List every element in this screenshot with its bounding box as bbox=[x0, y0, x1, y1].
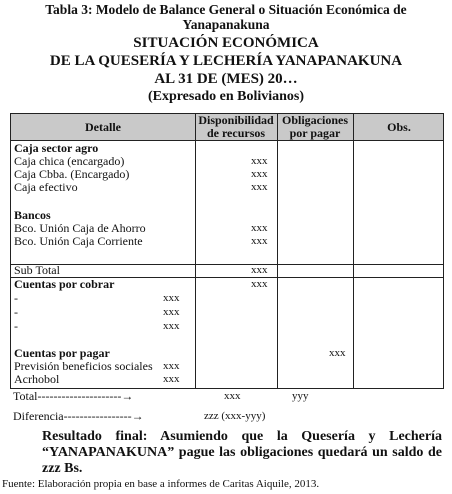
column-divider bbox=[195, 114, 196, 388]
table-caption bbox=[0, 2, 452, 32]
header-obs-label: Obs. bbox=[387, 119, 411, 134]
table-row-value: xxx bbox=[163, 306, 180, 318]
table-row-value: xxx bbox=[251, 168, 268, 180]
report-date: AL 31 DE (MES) 20… bbox=[154, 71, 298, 87]
section-bancos-title: Bancos bbox=[14, 208, 51, 222]
total-obligaciones: yyy bbox=[292, 390, 309, 402]
subtotal-divider-top bbox=[11, 264, 443, 265]
table-row-value: xxx bbox=[163, 373, 180, 385]
table-row-value: xxx bbox=[163, 292, 180, 304]
result-text: Resultado final: Asumiendo que la Quesería y Lechería “YANAPANAKUNA” pague las obligaciones quedará un saldo de zzz Bs. bbox=[42, 429, 442, 476]
header-obligaciones-line2: por pagar bbox=[289, 126, 341, 140]
section-caja-title: Caja sector agro bbox=[14, 141, 99, 155]
subtotal-label: Sub Total bbox=[14, 263, 60, 277]
header-disponibilidad-line1: Disponibilidad bbox=[198, 113, 274, 127]
section-pagar-title: Cuentas por pagar bbox=[14, 346, 110, 360]
table-row-label: Bco. Unión Caja de Ahorro bbox=[14, 221, 146, 235]
header-obs bbox=[353, 114, 445, 140]
section-pagar-value: xxx bbox=[329, 347, 346, 359]
table-row-value: xxx bbox=[251, 235, 268, 247]
table-row-label: - bbox=[14, 319, 18, 333]
table-row-value: xxx bbox=[251, 181, 268, 193]
source-note: Fuente: Elaboración propia en base a informes de Caritas Aiquile, 2013. bbox=[2, 478, 320, 490]
header-obligaciones-line1: Obligaciones bbox=[281, 113, 348, 127]
table-row-label: - bbox=[14, 305, 18, 319]
table-row-label: Previsión beneficios sociales bbox=[14, 359, 153, 373]
table-row-label: Caja efectivo bbox=[14, 180, 78, 194]
report-entity: DE LA QUESERÍA Y LECHERÍA YANAPANAKUNA bbox=[49, 53, 403, 69]
column-divider bbox=[277, 114, 278, 388]
total-recursos: xxx bbox=[224, 390, 241, 402]
section-cobrar-title: Cuentas por cobrar bbox=[14, 277, 115, 291]
header-disponibilidad-line2: de recursos bbox=[206, 126, 266, 140]
header-disponibilidad bbox=[195, 114, 277, 140]
total-label: Total---------------------→ bbox=[13, 389, 134, 403]
header-detalle bbox=[11, 114, 195, 140]
table-row-label: Bco. Unión Caja Corriente bbox=[14, 234, 143, 248]
diferencia-value: zzz (xxx-yyy) bbox=[204, 410, 266, 422]
caption-line-2: Yanapanakuna bbox=[182, 17, 270, 32]
section-cobrar-value: xxx bbox=[251, 278, 268, 290]
header-detalle-label: Detalle bbox=[85, 119, 121, 134]
header-obligaciones bbox=[277, 114, 353, 140]
table-row-value: xxx bbox=[163, 320, 180, 332]
table-row-label: Caja chica (encargado) bbox=[14, 154, 125, 168]
subtotal-value: xxx bbox=[251, 264, 268, 276]
report-currency: (Expresado en Bolivianos) bbox=[147, 89, 305, 104]
table-row-label: - bbox=[14, 291, 18, 305]
table-row-value: xxx bbox=[163, 360, 180, 372]
table-row-value: xxx bbox=[251, 222, 268, 234]
diferencia-label: Diferencia-----------------→ bbox=[13, 409, 144, 423]
column-divider bbox=[353, 114, 354, 388]
caption-line-1: Tabla 3: Modelo de Balance General o Situación Económica de bbox=[45, 2, 407, 17]
table-row-label: Acrhobol bbox=[14, 372, 60, 386]
table-row-label: Caja Cbba. (Encargado) bbox=[14, 167, 130, 181]
table-row-value: xxx bbox=[251, 155, 268, 167]
report-title: SITUACIÓN ECONÓMICA bbox=[133, 35, 319, 51]
balance-table bbox=[10, 113, 444, 389]
